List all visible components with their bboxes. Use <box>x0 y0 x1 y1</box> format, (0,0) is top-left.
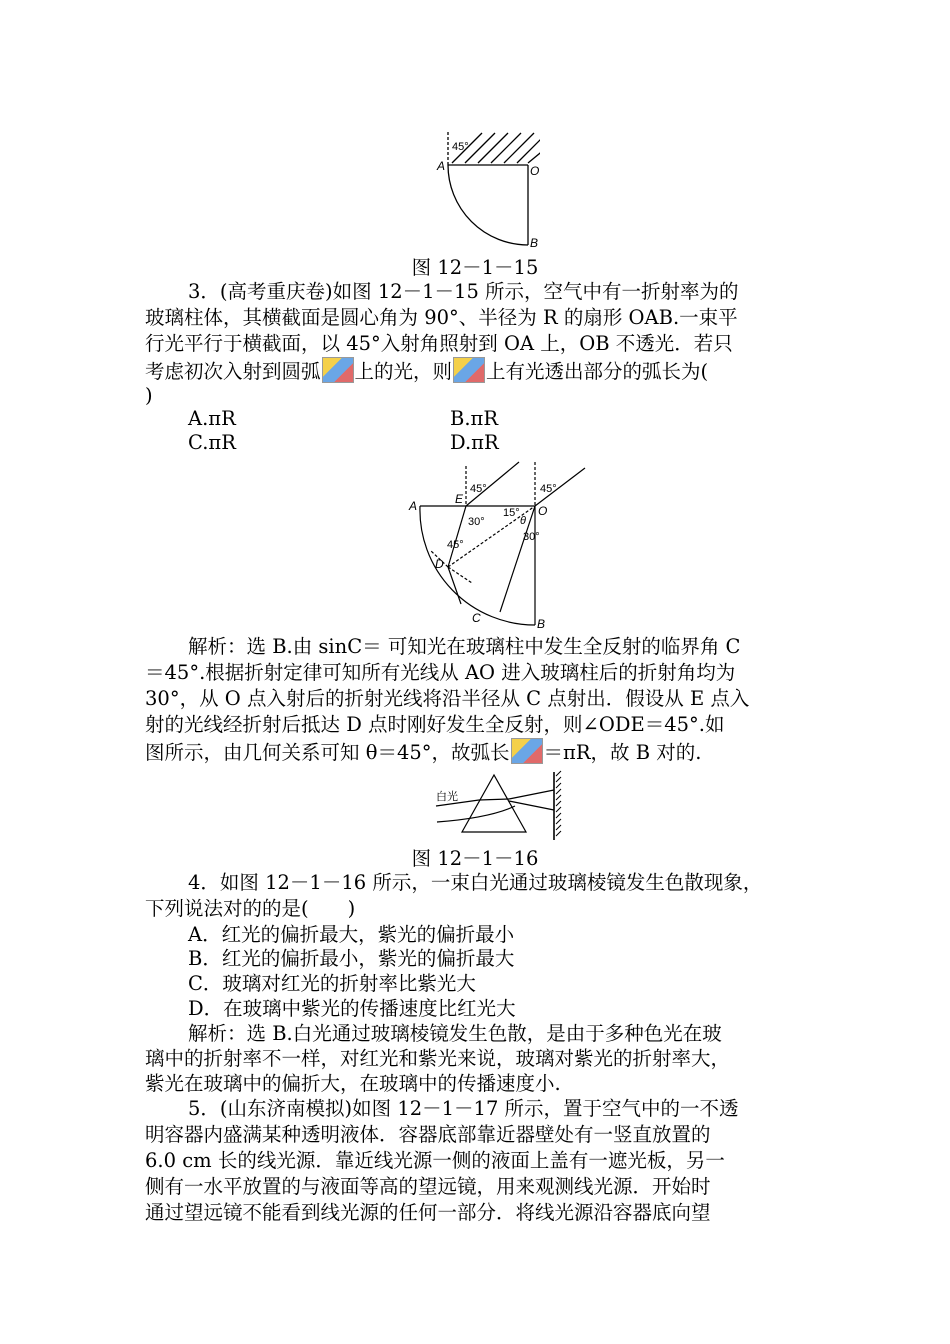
question-5-line-4: 侧有一水平放置的与液面等高的望远镜，用来观测线光源．开始时 <box>145 1175 711 1198</box>
question-5-line-5: 通过望远镜不能看到线光源的任何一部分．将线光源沿容器底向望 <box>145 1201 711 1224</box>
option-a: A.πR <box>188 407 236 430</box>
point-c: C <box>472 611 481 625</box>
question-3-line-3: 行光平行于横截面，以 45°入射角照射到 OA 上，OB 不透光．若只 <box>145 332 733 355</box>
question-4-option-b: B．红光的偏折最小，紫光的偏折最大 <box>188 947 515 970</box>
question-4-option-a: A．红光的偏折最大，紫光的偏折最小 <box>188 923 515 946</box>
question-3-line-4-part-2: 上的光，则 <box>354 360 453 383</box>
figure-caption-12-1-15: 图 12－1－15 <box>411 256 539 279</box>
fig15-point-o: O <box>530 164 540 178</box>
label-30-o: 30° <box>523 531 540 543</box>
label-30-e: 30° <box>468 516 485 528</box>
figure-caption-12-1-16: 图 12－1－16 <box>411 847 539 870</box>
label-45-top-left: 45° <box>470 483 487 495</box>
question-3-line-1: 3．(高考重庆卷)如图 12－1－15 所示，空气中有一折射率为的 <box>188 280 739 303</box>
solution-3-line-1: 解析：选 B.由 sinC＝ 可知光在玻璃柱中发生全反射的临界角 C <box>188 635 741 658</box>
fig15-angle-label: 45° <box>452 141 469 153</box>
question-4-line-2: 下列说法对的的是( ) <box>145 897 356 920</box>
figure-12-1-15 <box>430 125 540 255</box>
solution-3-line-5-part-2: ＝πR，故 B 对的. <box>543 741 702 764</box>
question-5-line-1: 5．(山东济南模拟)如图 12－1－17 所示，置于空气中的一不透 <box>188 1097 739 1120</box>
option-d: D.πR <box>450 431 499 454</box>
fig15-point-a: A <box>437 159 446 173</box>
arc-formula-image-icon <box>453 357 485 383</box>
solution-3-line-5-part-1: 图所示，由几何关系可知 θ＝45°，故弧长 <box>145 741 510 764</box>
label-45-top-right: 45° <box>540 483 557 495</box>
fig15-point-b: B <box>530 236 539 250</box>
white-light-label: 白光 <box>436 791 458 803</box>
question-3-line-4-part-1: 考虑初次入射到圆弧 <box>145 360 321 383</box>
question-3-line-4-part-3: 上有光透出部分的弧长为( <box>486 360 709 383</box>
solution-3-line-2: ＝45°.根据折射定律可知所有光线从 AO 进入玻璃柱后的折射角均为 <box>145 661 736 684</box>
point-b: B <box>537 617 546 631</box>
figure-12-1-16 <box>430 768 565 844</box>
option-b: B.πR <box>450 407 499 430</box>
label-theta: θ <box>520 515 526 527</box>
arc-formula-image-icon <box>511 738 543 764</box>
point-e: E <box>455 492 464 506</box>
question-5-line-3: 6.0 cm 长的线光源．靠近线光源一侧的液面上盖有一遮光板，另一 <box>145 1149 725 1172</box>
solution-3-line-3: 30°，从 O 点入射后的折射光线将沿半径从 C 点射出．假设从 E 点入 <box>145 687 750 710</box>
question-4-option-d: D．在玻璃中紫光的传播速度比红光大 <box>188 997 516 1020</box>
arc-formula-image-icon <box>322 357 354 383</box>
question-4-option-c: C．玻璃对红光的折射率比紫光大 <box>188 972 476 995</box>
solution-3-line-4: 射的光线经折射后抵达 D 点时刚好发生全反射，则∠ODE＝45°.如 <box>145 713 725 736</box>
question-3-line-4 <box>145 357 810 385</box>
label-45-d: 45° <box>447 539 464 551</box>
point-d: D <box>435 557 444 571</box>
point-o: O <box>538 504 548 518</box>
point-a: A <box>409 499 418 513</box>
solution-4-line-2: 璃中的折射率不一样，对红光和紫光来说，玻璃对紫光的折射率大， <box>145 1047 731 1070</box>
question-3-line-2: 玻璃柱体，其横截面是圆心角为 90°、半径为 R 的扇形 OAB.一束平 <box>145 306 738 329</box>
label-15: 15° <box>503 507 520 519</box>
solution-diagram-q3 <box>405 458 595 636</box>
solution-4-line-1: 解析：选 B.白光通过玻璃棱镜发生色散，是由于多种色光在玻 <box>188 1022 722 1045</box>
solution-4-line-3: 紫光在玻璃中的偏折大，在玻璃中的传播速度小. <box>145 1072 561 1095</box>
question-5-line-2: 明容器内盛满某种透明液体．容器底部靠近器壁处有一竖直放置的 <box>145 1123 711 1146</box>
solution-3-line-5 <box>145 738 810 766</box>
option-c: C.πR <box>188 431 236 454</box>
question-4-line-1: 4．如图 12－1－16 所示，一束白光通过玻璃棱镜发生色散现象， <box>188 871 763 894</box>
question-3-line-5: ) <box>145 384 153 407</box>
